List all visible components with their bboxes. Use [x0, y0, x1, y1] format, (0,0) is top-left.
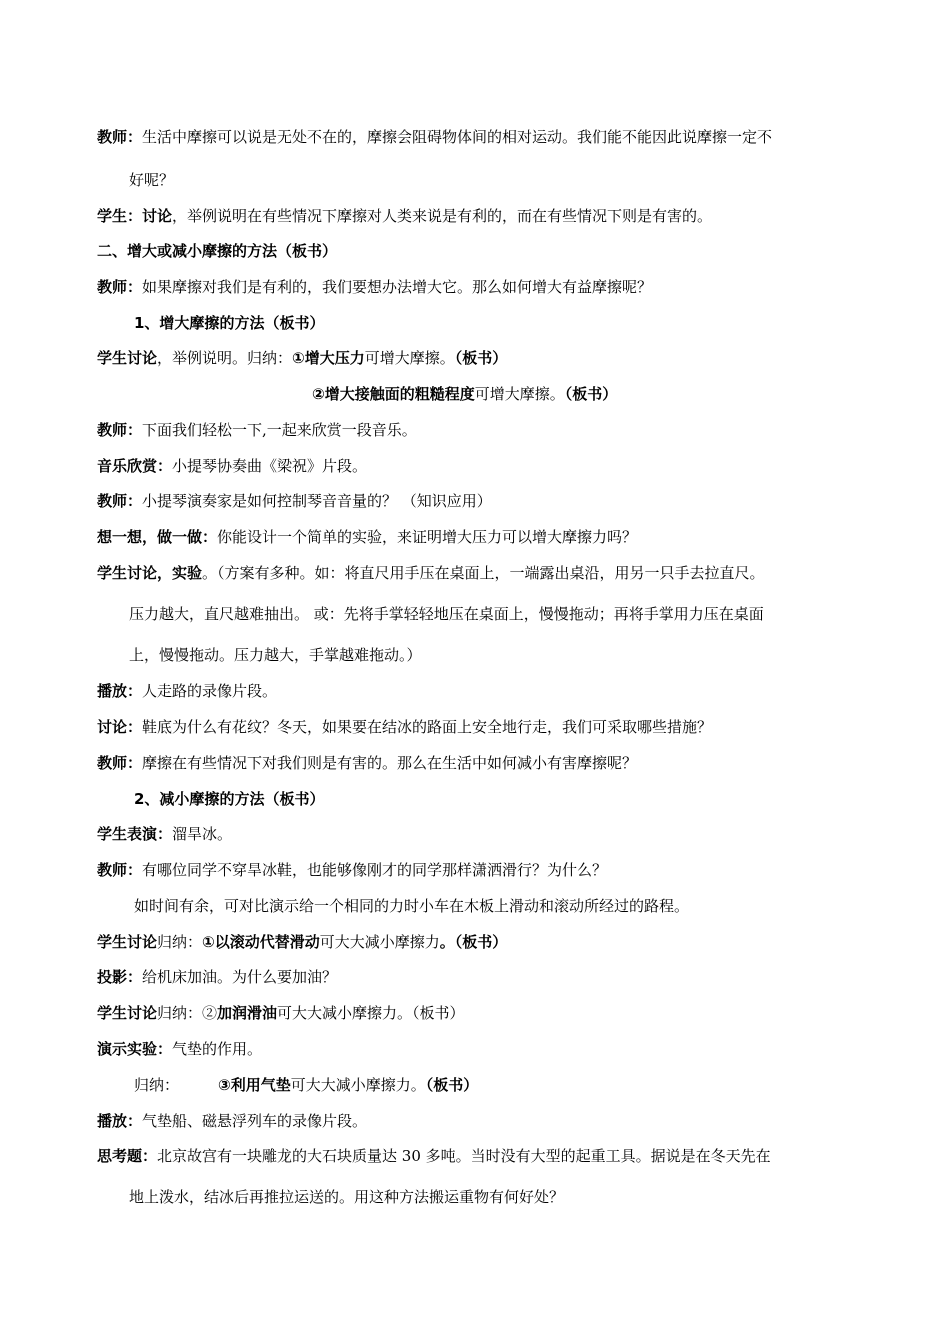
text-line — [129, 170, 174, 190]
line-text: 好呢？ — [129, 171, 175, 189]
speaker-label: 教师： — [97, 754, 143, 772]
speaker-label: 学生讨论 — [97, 349, 158, 367]
bold-text: 加润滑油 — [217, 1004, 278, 1022]
text-line — [97, 491, 492, 511]
speaker-label: 播放： — [97, 682, 143, 700]
subsection-heading — [134, 313, 324, 333]
speaker-label: 投影： — [97, 968, 143, 986]
board-note: （板书） — [454, 349, 508, 367]
line-text: 给机床加油。为什么要加油？ — [142, 968, 338, 986]
text-line — [134, 1075, 478, 1095]
text-line — [129, 604, 764, 624]
text-line — [97, 717, 712, 737]
line-text: 小提琴演奏家是如何控制琴音音量的？ （知识应用） — [142, 492, 492, 510]
subsection-heading — [134, 789, 324, 809]
line-text: 地上泼水，结冰后再推拉运送的。用这种方法搬运重物有何好处？ — [129, 1188, 565, 1206]
speaker-label: 思考题： — [97, 1147, 158, 1165]
section-heading — [97, 241, 337, 261]
board-note: 。（板书） — [439, 933, 508, 951]
line-text: 归纳：② — [157, 1004, 218, 1022]
line-text: 上，慢慢拖动。压力越大，手掌越难拖动。） — [129, 646, 422, 664]
speaker-label: 教师： — [97, 128, 143, 146]
line-text: 气垫的作用。 — [172, 1040, 263, 1058]
speaker-label: 学生： — [97, 207, 143, 225]
text-line — [97, 824, 232, 844]
speaker-label: 学生讨论 — [97, 1004, 158, 1022]
text-line — [97, 206, 712, 226]
text-line — [97, 563, 765, 583]
heading-text: 1、增大摩擦的方法（板书） — [134, 314, 325, 332]
board-note: （板书） — [425, 1076, 479, 1094]
line-text: 摩擦在有些情况下对我们则是有害的。那么在生活中如何减小有害摩擦呢？ — [142, 754, 638, 772]
text-line — [97, 420, 417, 440]
line-text: 归纳： — [157, 933, 203, 951]
text-line — [134, 896, 689, 916]
text-line — [97, 932, 507, 952]
text-line — [97, 348, 507, 368]
text-line — [97, 1111, 367, 1131]
heading-text: 2、减小摩擦的方法（板书） — [134, 790, 325, 808]
text-line — [97, 860, 607, 880]
speaker-label: 学生讨论 — [97, 933, 158, 951]
text-line — [97, 1146, 771, 1166]
speaker-label: 音乐欣赏： — [97, 457, 173, 475]
speaker-label: 学生表演： — [97, 825, 173, 843]
line-text: 有哪位同学不穿旱冰鞋，也能够像刚才的同学那样潇洒滑行？为什么？ — [142, 861, 608, 879]
speaker-label: 教师： — [97, 278, 143, 296]
text-line — [97, 753, 637, 773]
speaker-label: 教师： — [97, 492, 143, 510]
speaker-label: 想一想，做一做： — [97, 528, 218, 546]
text-line — [312, 384, 617, 404]
line-text: 你能设计一个简单的实验，来证明增大压力可以增大摩擦力吗？ — [217, 528, 638, 546]
line-text: 溜旱冰。 — [172, 825, 233, 843]
line-text: 如时间有余，可对比演示给一个相同的力时小车在木板上滑动和滚动所经过的路程。 — [134, 897, 690, 915]
line-text: 下面我们轻松一下,一起来欣赏一段音乐。 — [142, 421, 417, 439]
line-text: 北京故宫有一块雕龙的大石块质量达 30 多吨。当时没有大型的起重工具。据说是在冬天先在 — [157, 1147, 771, 1165]
text-line — [97, 527, 637, 547]
line-text: 压力越大，直尺越难抽出。 或：先将手掌轻轻地压在桌面上，慢慢拖动；再将手掌用力压在桌面 — [129, 605, 764, 623]
speaker-label: 演示实验： — [97, 1040, 173, 1058]
line-text: 如果摩擦对我们是有利的，我们要想办法增大它。那么如何增大有益摩擦呢？ — [142, 278, 653, 296]
text-line — [97, 277, 652, 297]
line-text: 。（方案有多种。如：将直尺用手压在桌面上，一端露出桌沿，用另一只手去拉直尺。 — [202, 564, 765, 582]
line-text: 可大大减小摩擦力。 — [290, 1076, 426, 1094]
line-text: ，举例说明。归纳： — [157, 349, 293, 367]
text-line — [97, 456, 367, 476]
text-line — [97, 1039, 262, 1059]
bold-text: ②增大接触面的粗糙程度 — [312, 385, 475, 403]
line-text: 生活中摩擦可以说是无处不在的，摩擦会阻碍物体间的相对运动。我们能不能因此说摩擦一定不 — [142, 128, 773, 146]
bold-text: ①以滚动代替滑动 — [202, 933, 320, 951]
speaker-label: 学生讨论，实验 — [97, 564, 203, 582]
line-text: 气垫船、磁悬浮列车的录像片段。 — [142, 1112, 368, 1130]
speaker-label: 讨论： — [97, 718, 143, 736]
line-text: 鞋底为什么有花纹？冬天，如果要在结冰的路面上安全地行走，我们可采取哪些措施？ — [142, 718, 713, 736]
line-text: 可增大摩擦。 — [364, 349, 455, 367]
text-line — [97, 681, 277, 701]
line-text: 小提琴协奏曲《梁祝》片段。 — [172, 457, 368, 475]
bold-text: 讨论 — [142, 207, 173, 225]
board-note: （板书） — [564, 385, 618, 403]
line-text: ，举例说明在有些情况下摩擦对人类来说是有利的，而在有些情况下则是有害的。 — [172, 207, 713, 225]
speaker-label: 教师： — [97, 861, 143, 879]
text-line — [129, 645, 422, 665]
heading-text: 二、增大或减小摩擦的方法（板书） — [97, 242, 338, 260]
bold-text: ①增大压力 — [292, 349, 365, 367]
line-text: 可大大减小摩擦力。（板书） — [277, 1004, 465, 1022]
line-text: 人走路的录像片段。 — [142, 682, 278, 700]
line-text: 可大大减小摩擦力 — [319, 933, 440, 951]
line-text: 可增大摩擦。 — [474, 385, 565, 403]
text-line — [97, 1003, 465, 1023]
text-line — [97, 967, 337, 987]
speaker-label: 教师： — [97, 421, 143, 439]
text-line — [129, 1187, 564, 1207]
line-text: 归纳： — [134, 1076, 180, 1094]
bold-text: ③利用气垫 — [218, 1076, 291, 1094]
speaker-label: 播放： — [97, 1112, 143, 1130]
text-line — [97, 127, 772, 147]
